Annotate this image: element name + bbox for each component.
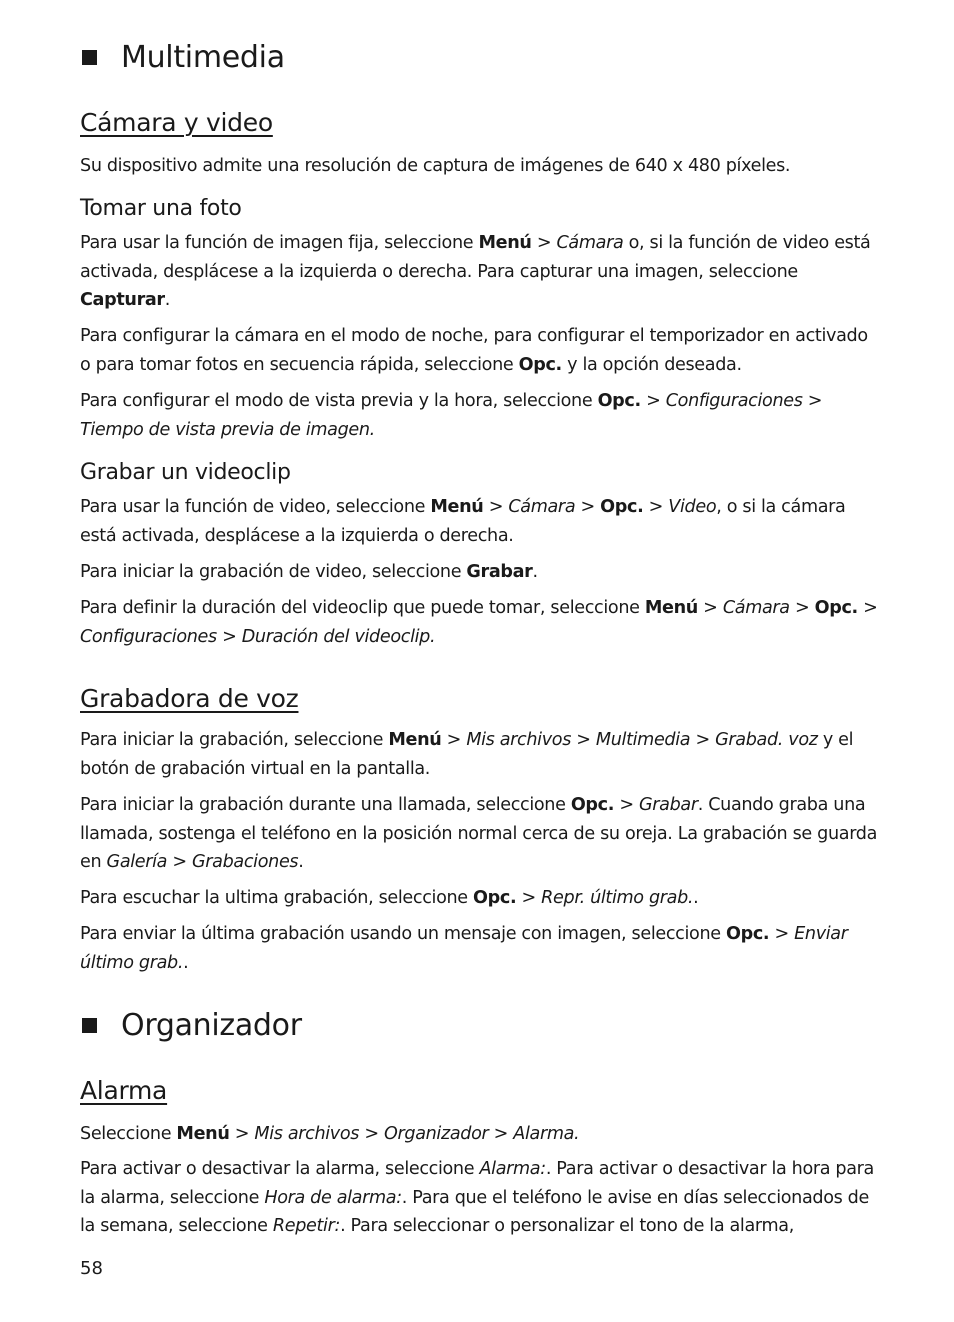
- paragraph-grabadora-2: Para iniciar la grabación durante una llamada, seleccione Opc. > Grabar. Cuando graba una llamada, sostenga el teléfono en la posición normal cerca de su oreja. La grabación se guarda en Galería > Grabaciones.: [80, 795, 878, 872]
- heading-multimedia-text: Multimedia: [121, 40, 285, 75]
- square-bullet-icon: [82, 1018, 97, 1033]
- subheading-grabadora-voz: Grabadora de voz: [80, 684, 299, 713]
- paragraph-grabar-1: Para usar la función de video, seleccione Menú > Cámara > Opc. > Video, o si la cámara está activada, desplácese a la izquierda o derecha.: [80, 497, 846, 546]
- subheading-alarma: Alarma: [80, 1076, 168, 1105]
- paragraph-alarma-1: Seleccione Menú > Mis archivos > Organizador > Alarma.: [80, 1124, 580, 1144]
- paragraph-camara-intro: Su dispositivo admite una resolución de captura de imágenes de 640 x 480 píxeles.: [80, 156, 791, 176]
- paragraph-grabar-3: Para definir la duración del videoclip que puede tomar, seleccione Menú > Cámara > Opc. > Configuraciones > Duración del videoclip.: [80, 598, 878, 647]
- heading-multimedia: [80, 40, 285, 75]
- paragraph-tomar-1: Para usar la función de imagen fija, seleccione Menú > Cámara o, si la función de video está activada, desplácese a la izquierda o derecha. Para capturar una imagen, seleccione Capturar.: [80, 233, 871, 310]
- subsubheading-tomar-foto: Tomar una foto: [80, 196, 242, 221]
- paragraph-tomar-3: Para configurar el modo de vista previa y la hora, seleccione Opc. > Configuraciones > Tiempo de vista previa de imagen.: [80, 391, 823, 440]
- square-bullet-icon: [82, 50, 97, 65]
- heading-organizador-text: Organizador: [121, 1008, 302, 1043]
- heading-organizador: [80, 1008, 302, 1043]
- paragraph-grabadora-3: Para escuchar la ultima grabación, seleccione Opc. > Repr. último grab..: [80, 888, 699, 908]
- subsubheading-grabar-videoclip: Grabar un videoclip: [80, 460, 291, 485]
- paragraph-tomar-2: Para configurar la cámara en el modo de noche, para configurar el temporizador en activado o para tomar fotos en secuencia rápida, seleccione Opc. y la opción deseada.: [80, 326, 868, 375]
- paragraph-grabadora-4: Para enviar la última grabación usando un mensaje con imagen, seleccione Opc. > Enviar último grab..: [80, 924, 848, 973]
- paragraph-grabar-2: Para iniciar la grabación de video, seleccione Grabar.: [80, 562, 538, 582]
- page-number: 58: [80, 1258, 103, 1279]
- paragraph-alarma-2: Para activar o desactivar la alarma, seleccione Alarma:. Para activar o desactivar la hora para la alarma, seleccione Hora de alarma:. Para que el teléfono le avise en días seleccionados de la semana, seleccione Repetir:. Para seleccionar o personalizar el tono de la alarma,: [80, 1159, 874, 1236]
- subheading-camara-video: Cámara y video: [80, 108, 273, 137]
- paragraph-grabadora-1: Para iniciar la grabación, seleccione Menú > Mis archivos > Multimedia > Grabad. voz y el botón de grabación virtual en la pantalla.: [80, 730, 854, 779]
